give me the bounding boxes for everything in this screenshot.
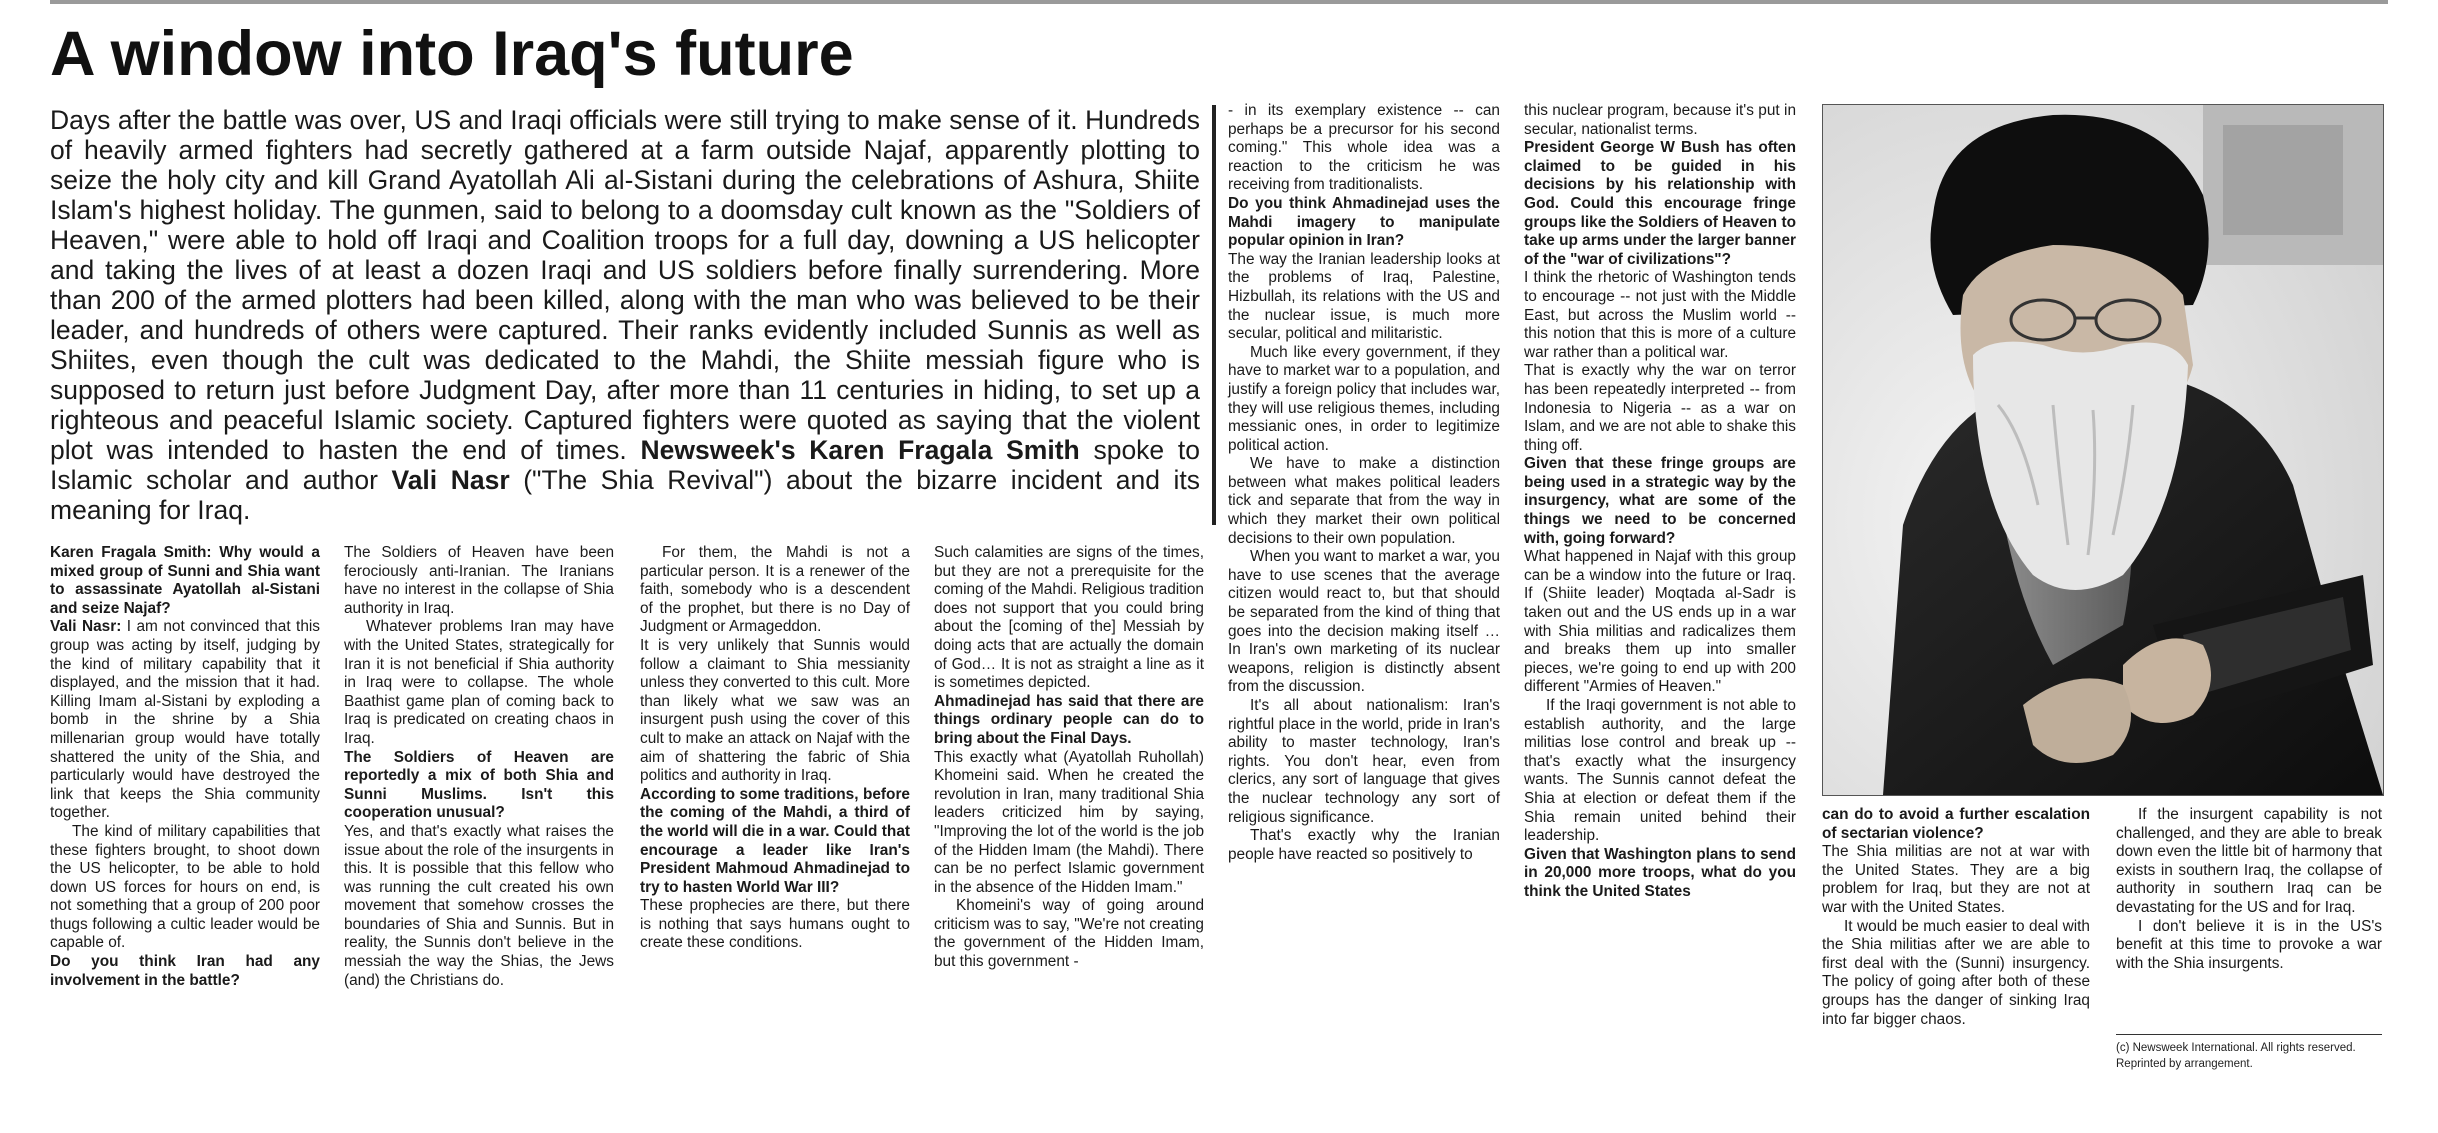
answer-text: I am not convinced that this group was acting by itself, judging by the kind of military capability that it displayed, and the mission that it had. Killing Imam al-Sistani by exploding a bomb in the shrine by a Shia millenarian group would have totally shattered the unity of the Shia, and particularly would have destroyed the link that keeps the Shia community together. <box>50 618 320 822</box>
lede-paragraph <box>50 105 1200 525</box>
column-divider <box>1212 105 1216 525</box>
answer-paragraph: That's exactly why the Iranian people have reacted so positively to <box>1228 827 1500 863</box>
answer-paragraph: I think the rhetoric of Washington tends to encourage -- not just with the Middle East, but across the Muslim world -- this notion that this is more of a culture war rather than a political war. <box>1524 269 1796 361</box>
answer-paragraph: Much like every government, if they have to market war to a population, and justify a foreign policy that includes war, they will use religious themes, including messianic ones, in order to legitimize political action. <box>1228 343 1500 454</box>
lede-byline-mid: spoke to Islamic scholar and author <box>50 435 1200 495</box>
question: Given that Washington plans to send in 20,000 more troops, what do you think the United States <box>1524 845 1796 900</box>
answer-paragraph: What happened in Najaf with this group can be a window into the future or Iraq. If (Shiite leader) Moqtada al-Sadr is taken out and the US ends up in a war with Shia militias and radicalizes them and breaks them up into smaller pieces, we're going to end up with 200 different "Armies of Heaven." <box>1524 548 1796 696</box>
lede-intro: Days after the battle was over, US and Iraqi officials were still trying to make sense of it. Hundreds of heavily armed fighters had secretly gathered at a farm outside Najaf, apparently plotting to seize the holy city and kill Grand Ayatollah Ali al-Sistani during the celebrations of Ashura, Shiite Islam's highest holiday. The gunmen, said to belong to a doomsday cult known as the "Soldiers of Heaven," were able to hold off Iraqi and Coalition troops for a full day, downing a US helicopter and taking the lives of at least a dozen Iraqi and US soldiers before finally surrendering. More than 200 of the armed plotters had been killed, along with the man who was believed to be their leader, and hundreds of others were captured. Their ranks evidently included Sunnis as well as Shiites, even though the cult was dedicated to the Mahdi, the Shiite messiah figure who is supposed to return just before Judgment Day, after more than 11 centuries in hiding, to set up a righteous and peaceful Islamic society. Captured fighters were quoted as saying that the violent plot was intended to hasten the end of times. <box>50 105 1200 465</box>
answer-paragraph: The kind of military capabilities that these fighters brought, to shoot down the US helicopter, to be able to hold down US forces for hours on end, is not something that a group of 200 poor thugs following a cultic leader would be capable of. <box>50 822 320 952</box>
top-rule <box>50 0 2388 4</box>
answer-paragraph: These prophecies are there, but there is nothing that says humans ought to create these conditions. <box>640 897 910 952</box>
question: can do to avoid a further escalation of sectarian violence? <box>1822 806 2090 842</box>
text-column-1 <box>50 544 320 990</box>
answer-paragraph: The Soldiers of Heaven have been ferociously anti-Iranian. The Iranians have no interest in the collapse of Shia authority in Iraq. <box>344 544 614 617</box>
text-column-5 <box>1228 102 1500 864</box>
question: President George W Bush has often claimed to be guided in his decisions by his relationship with God. Could this encourage fringe groups like the Soldiers of Heaven to take up arms under the larger banner of the "war of civilizations"? <box>1524 139 1796 268</box>
answer-paragraph: We have to make a distinction between what makes political leaders tick and separate that from the way in which they market their own political decisions to their own population. <box>1228 455 1500 547</box>
answer-paragraph: The Shia militias are not at war with the United States. They are a big problem for Iraq, but they are not at war with the United States. <box>1822 843 2090 916</box>
answer-paragraph: If the insurgent capability is not challenged, and they are able to break down even the little bit of harmony that exists in southern Iraq, the collapse of authority in southern Iraq can be devastating for the US and for Iraq. <box>2116 806 2382 916</box>
text-column-8 <box>2116 806 2382 973</box>
answer-paragraph: Yes, and that's exactly what raises the issue about the role of the insurgents in this. It is possible that this fellow who was running the cult created his own movement that somehow crosses the boundaries of Shia and Sunnis. But in reality, the Sunnis don't believe in the messiah the way the Shias, the Jews (and) the Christians do. <box>344 822 614 989</box>
answer-paragraph: - in its exemplary existence -- can perhaps be a precursor for his second coming." This whole idea was a reaction to the criticism he was receiving from traditionalists. <box>1228 102 1500 194</box>
question: Karen Fragala Smith: Why would a mixed group of Sunni and Shia want to assassinate Ayatollah al-Sistani and seize Najaf? <box>50 544 320 617</box>
answer-paragraph: If the Iraqi government is not able to establish authority, and the large militias lose control and break up -- that's exactly what the insurgency wants. The Sunnis cannot defeat the Shia at election or defeat them if the Shia remain united behind their leadership. <box>1524 697 1796 845</box>
headline: A window into Iraq's future <box>50 19 854 89</box>
answer-paragraph: I don't believe it is in the US's benefit at this time to provoke a war with the Shia insurgents. <box>2116 917 2382 972</box>
speaker-label: Vali Nasr: <box>50 618 122 636</box>
lede-author-name: Vali Nasr <box>391 465 510 495</box>
text-column-2 <box>344 544 614 990</box>
question: The Soldiers of Heaven are reportedly a mix of both Shia and Sunni Muslims. Isn't this cooperation unusual? <box>344 748 614 822</box>
answer-paragraph <box>50 618 320 823</box>
text-column-7 <box>1822 806 2090 1029</box>
portrait-illustration <box>1823 105 2383 795</box>
answer-paragraph: Such calamities are signs of the times, but they are not a prerequisite for the coming of the Mahdi. Religious tradition does not support that you could bring about the [coming of the] Messiah by doing acts that are actually the domain of God… It is not as straight a line as it is sometimes depicted. <box>934 544 1204 692</box>
text-column-3 <box>640 544 910 953</box>
text-column-6 <box>1524 102 1796 902</box>
question: According to some traditions, before the coming of the Mahdi, a third of the world will die in a war. Could that encourage a leader like Iran's President Mahmoud Ahmadinejad to try to hasten World War III? <box>640 785 910 896</box>
answer-paragraph: It would be much easier to deal with the Shia militias after we are able to first deal with the (Sunni) insurgency. The policy of going after both of these groups has the danger of sinking Iraq into far bigger chaos. <box>1822 917 2090 1028</box>
answer-paragraph: It is very unlikely that Sunnis would follow a claimant to Shia messianity unless they converted to this cult. More than likely what we saw was an insurgent push using the cover of this cult to make an attack on Najaf with the aim of shattering the fabric of Shia politics and authority in Iraq. <box>640 636 910 785</box>
question: Do you think Iran had any involvement in the battle? <box>50 953 320 989</box>
question: Given that these fringe groups are being used in a strategic way by the insurgency, what are some of the things we need to be concerned with, going forward? <box>1524 455 1796 547</box>
credit-line-2: Reprinted by arrangement. <box>2116 1058 2253 1070</box>
answer-paragraph: When you want to market a war, you have to use scenes that the average citizen would react to, but that should be separated from the kind of thing that goes into the decision making itself … In Iran's own marketing of its nuclear weapons, religion is distinctly absent from the discussion. <box>1228 548 1500 696</box>
answer-paragraph: For them, the Mahdi is not a particular person. It is a renewer of the faith, somebody who is a descendent of the prophet, but there is no Day of Judgment or Armageddon. <box>640 544 910 636</box>
text-column-4 <box>934 544 1204 972</box>
lede-byline-name: Newsweek's Karen Fragala Smith <box>640 435 1080 465</box>
lede-byline-end: ("The Shia Revival") about the bizarre incident and its meaning for Iraq. <box>50 465 1200 525</box>
answer-paragraph: Whatever problems Iran may have with the United States, strategically for Iran it is not beneficial if Shia authority in Iraq were to collapse. The whole Baathist game plan of coming back to Iraq is predicated on creating chaos in Iraq. <box>344 618 614 747</box>
answer-paragraph: It's all about nationalism: Iran's rightful place in the world, pride in Iran's ability to master technology, Iran's rights. You don't hear, even from clerics, any sort of language that gives the nuclear technology any sort of religious significance. <box>1228 697 1500 826</box>
answer-paragraph: this nuclear program, because it's put in secular, nationalist terms. <box>1524 102 1796 138</box>
answer-paragraph: This exactly what (Ayatollah Ruhollah) Khomeini said. When he created the revolution in Iran, many traditional Shia leaders criticized him by saying, "Improving the lot of the world is the job of the Hidden Imam (the Mahdi). There can be no perfect Islamic government in the absence of the Hidden Imam." <box>934 748 1204 896</box>
copyright-credit <box>2116 1040 2382 1072</box>
credit-line-1: (c) Newsweek International. All rights reserved. <box>2116 1042 2356 1054</box>
question: Do you think Ahmadinejad uses the Mahdi imagery to manipulate popular opinion in Iran? <box>1228 194 1500 250</box>
credit-rule <box>2116 1034 2382 1035</box>
answer-paragraph: Khomeini's way of going around criticism was to say, "We're not creating the government of the Hidden Imam, but this government - <box>934 897 1204 971</box>
answer-paragraph: That is exactly why the war on terror has been repeatedly interpreted -- from Indonesia to Nigeria -- as a war on Islam, and we are not able to shake this thing off. <box>1524 362 1796 454</box>
portrait-photo <box>1822 104 2384 796</box>
answer-paragraph: The way the Iranian leadership looks at the problems of Iraq, Palestine, Hizbullah, its relations with the US and the nuclear issue, is much more secular, political and militaristic. <box>1228 250 1500 343</box>
question: Ahmadinejad has said that there are things ordinary people can do to bring about the Final Days. <box>934 692 1204 747</box>
